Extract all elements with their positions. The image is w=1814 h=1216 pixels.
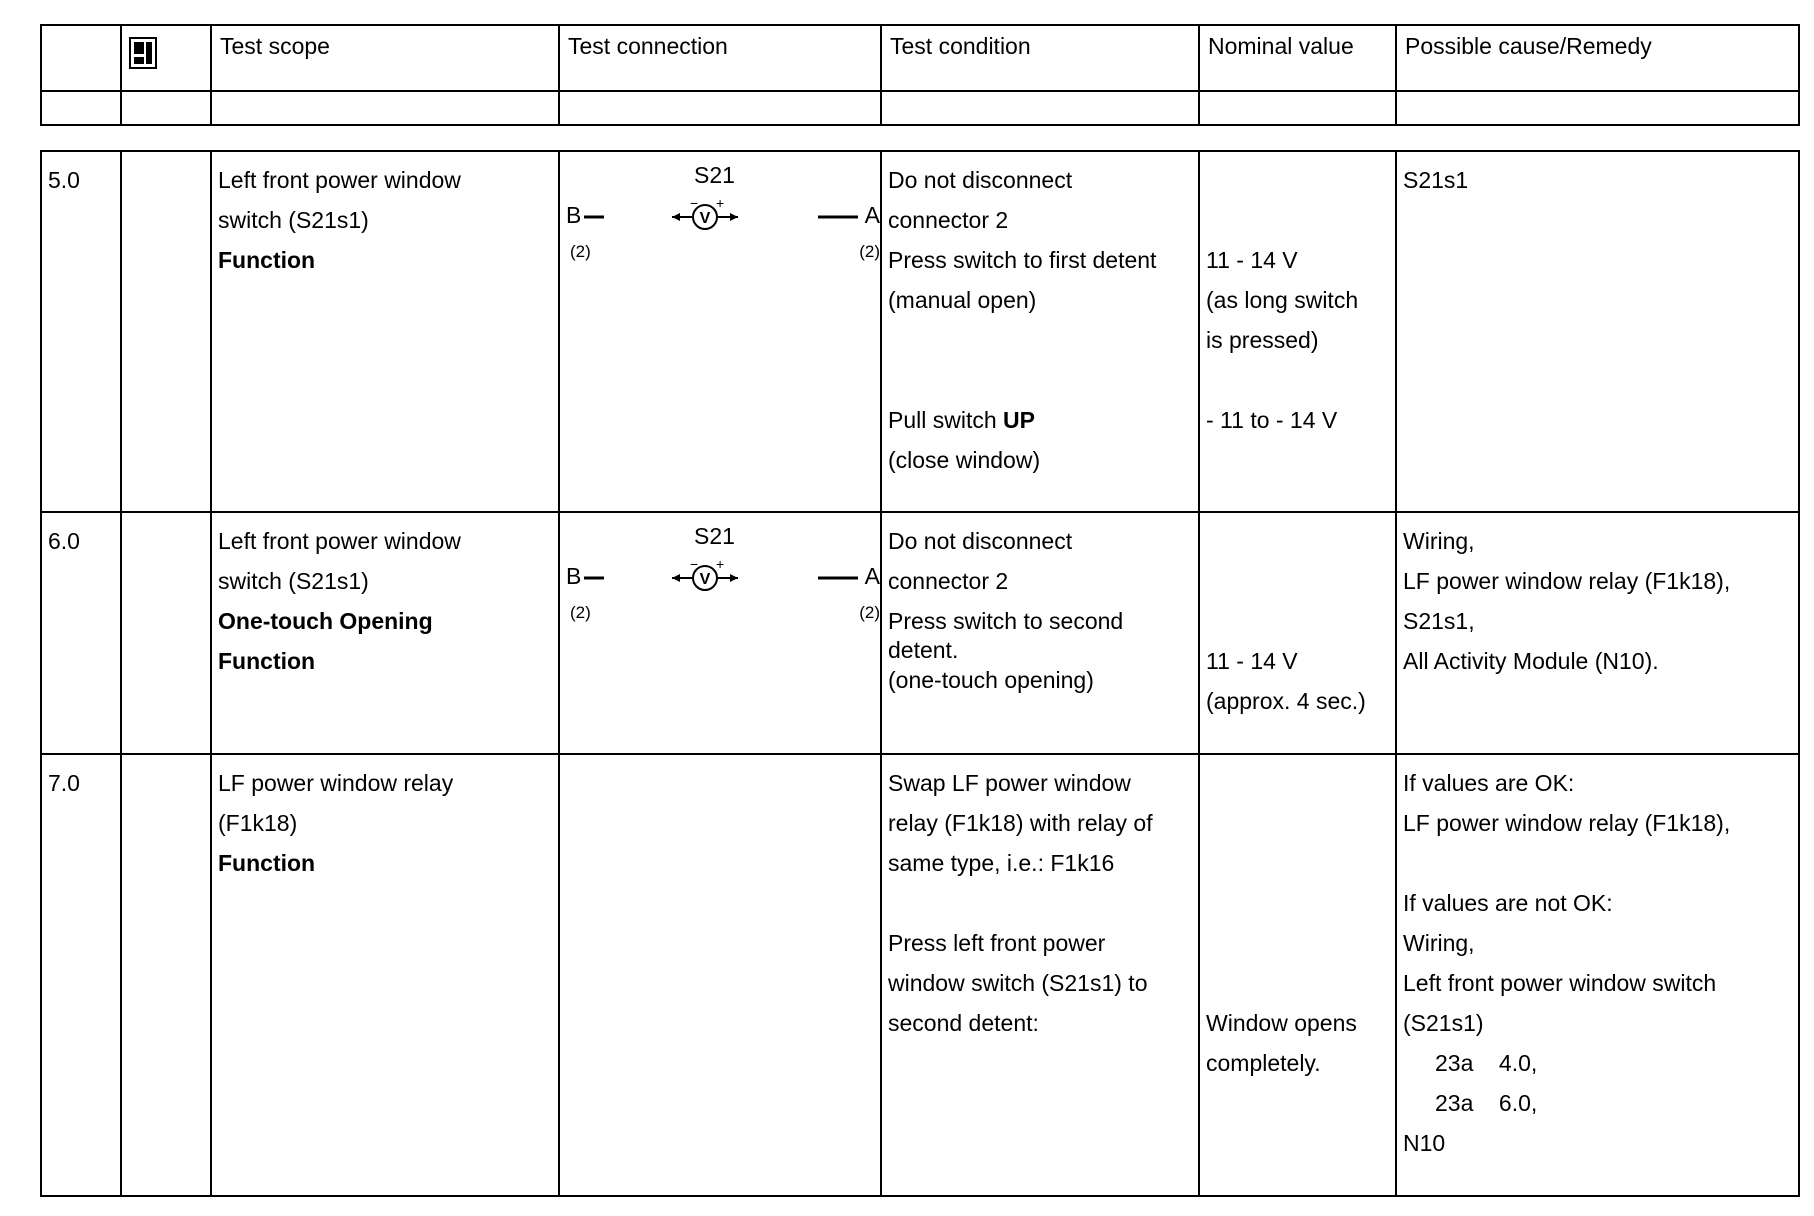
table-row: [41, 512, 1799, 754]
possible-cause-cell: S21s1: [1396, 151, 1799, 512]
possible-cause-cell: Wiring, LF power window relay (F1k18), S21s1, All Activity Module (N10).: [1396, 512, 1799, 754]
test-condition-cell: Do not disconnect connector 2 Press switch to second detent. (one-touch opening): [881, 512, 1199, 754]
possible-cause-cell: If values are OK: LF power window relay (F1k18), If values are not OK: Wiring, Left front power window switch (S21s1) 23a 4.0, 23a 6.0, N10: [1396, 754, 1799, 1196]
voltmeter-icon: [560, 553, 882, 593]
connector-label: S21: [694, 523, 735, 549]
test-connection-cell: S21 B A (2) (2) V − +: [559, 151, 881, 512]
table-row: [41, 754, 1799, 1196]
step-number: 7.0: [41, 754, 121, 1196]
test-connection-cell: S21 B A (2) (2) V − +: [559, 512, 881, 754]
header-nominal-value: Nominal value: [1199, 25, 1396, 91]
probe-b-label: B: [566, 563, 582, 589]
svg-text:+: +: [716, 556, 725, 572]
header-icon-cell: [121, 25, 211, 91]
nominal-value-cell: 11 - 14 V (approx. 4 sec.): [1199, 512, 1396, 754]
probe-a-label: A: [864, 202, 880, 228]
test-condition-cell: Swap LF power window relay (F1k18) with relay of same type, i.e.: F1k16 Press left front power window switch (S21s1) to second detent:: [881, 754, 1199, 1196]
header-table: [40, 24, 1800, 126]
table-row: [41, 151, 1799, 512]
step-number: 6.0: [41, 512, 121, 754]
svg-text:−: −: [690, 556, 699, 572]
connector-label: S21: [694, 162, 735, 188]
probe-b-label: B: [566, 202, 582, 228]
test-condition-cell: Do not disconnect connector 2 Press switch to first detent (manual open) Pull switch UP (close window): [881, 151, 1199, 512]
header-step-cell: [41, 25, 121, 91]
test-connection-cell: [559, 754, 881, 1196]
header-possible-cause: Possible cause/Remedy: [1396, 25, 1799, 91]
step-number: 5.0: [41, 151, 121, 512]
nominal-value-cell: Window opens completely.: [1199, 754, 1396, 1196]
probe-a-label: A: [864, 563, 880, 589]
svg-text:V: V: [699, 210, 711, 227]
test-scope-cell: Left front power window switch (S21s1) One-touch Opening Function: [211, 512, 559, 754]
svg-text:+: +: [716, 195, 725, 211]
svg-text:−: −: [690, 195, 699, 211]
header-test-scope: Test scope: [211, 25, 559, 91]
header-test-connection: Test connection: [559, 25, 881, 91]
test-table: [40, 150, 1800, 1197]
svg-text:V: V: [699, 571, 711, 588]
nominal-value-cell: 11 - 14 V (as long switch is pressed) - 11 to - 14 V: [1199, 151, 1396, 512]
voltmeter-icon: [560, 192, 882, 232]
header-test-condition: Test condition: [881, 25, 1199, 91]
test-scope-cell: Left front power window switch (S21s1) Function: [211, 151, 559, 512]
test-scope-cell: LF power window relay (F1k18) Function: [211, 754, 559, 1196]
tester-device-icon: [128, 36, 158, 70]
